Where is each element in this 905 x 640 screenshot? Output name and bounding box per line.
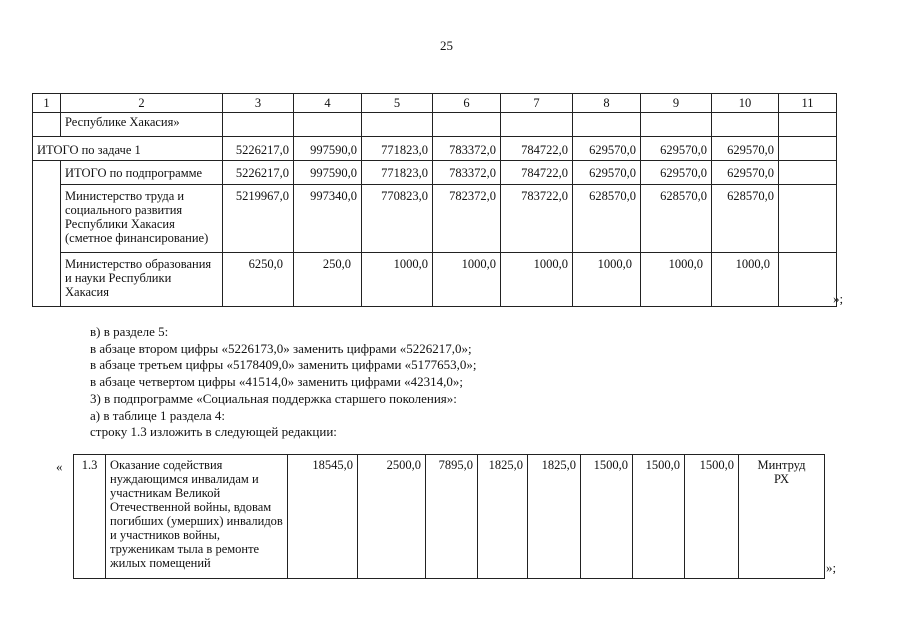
text-line: в абзаце четвертом цифры «41514,0» заменить цифрами «42314,0»; [90, 374, 463, 390]
header-cell: 9 [641, 94, 712, 113]
value-cell: 1000,0 [433, 253, 501, 307]
value-cell: 629570,0 [573, 137, 641, 161]
table-row [33, 185, 837, 253]
page-number: 25 [440, 38, 453, 53]
value-cell: 628570,0 [641, 185, 712, 253]
header-cell: 7 [501, 94, 573, 113]
text-line: а) в таблице 1 раздела 4: [90, 407, 225, 423]
value-cell: 628570,0 [712, 185, 779, 253]
amendment-text [90, 324, 477, 441]
text-line: строку 1.3 изложить в следующей редакции: [90, 424, 337, 440]
value-cell: 771823,0 [362, 137, 433, 161]
header-cell: 6 [433, 94, 501, 113]
value-cell: 5219967,0 [223, 185, 294, 253]
blank-cell [433, 113, 501, 137]
value-cell: 1000,0 [362, 253, 433, 307]
value-cell: 7895,0 [426, 455, 478, 579]
text-line: в абзаце третьем цифры «5178409,0» заменить цифрами «5177653,0»; [90, 357, 477, 373]
value-cell: 1825,0 [478, 455, 528, 579]
closing-quote: »; [826, 560, 837, 575]
value-cell: 1000,0 [573, 253, 641, 307]
value-cell: 629570,0 [712, 161, 779, 185]
table-row [33, 161, 837, 185]
header-cell: 11 [779, 94, 837, 113]
table-row [33, 253, 837, 307]
blank-cell [779, 161, 837, 185]
blank-cell [501, 113, 573, 137]
table-row [33, 113, 837, 137]
row-label: Республике Хакасия» [61, 113, 223, 137]
blank-cell [362, 113, 433, 137]
blank-cell [712, 113, 779, 137]
blank-cell [33, 161, 61, 307]
table-row [74, 455, 825, 579]
value-cell: 18545,0 [288, 455, 358, 579]
header-cell: 10 [712, 94, 779, 113]
row-1-3-table [73, 454, 825, 579]
value-cell: 1500,0 [685, 455, 739, 579]
header-row [33, 94, 837, 113]
value-cell: 1500,0 [581, 455, 633, 579]
value-cell: 5226217,0 [223, 137, 294, 161]
blank-cell [573, 113, 641, 137]
header-cell: 2 [61, 94, 223, 113]
blank-cell [33, 113, 61, 137]
value-cell: 784722,0 [501, 161, 573, 185]
blank-cell [223, 113, 294, 137]
value-cell: 250,0 [294, 253, 362, 307]
table-row [33, 137, 837, 161]
header-cell: 3 [223, 94, 294, 113]
opening-quote: « [56, 459, 63, 474]
value-cell: 783372,0 [433, 161, 501, 185]
value-cell: 783372,0 [433, 137, 501, 161]
blank-cell [779, 185, 837, 253]
value-cell: 628570,0 [573, 185, 641, 253]
row-label: Министерство образования и науки Республики Хакасия [61, 253, 223, 307]
value-cell: 5226217,0 [223, 161, 294, 185]
value-cell: 629570,0 [641, 137, 712, 161]
value-cell: 770823,0 [362, 185, 433, 253]
blank-cell [294, 113, 362, 137]
row-label: ИТОГО по подпрограмме [61, 161, 223, 185]
value-cell: 784722,0 [501, 137, 573, 161]
executor-cell: Минтруд РХ [739, 455, 825, 579]
value-cell: 629570,0 [641, 161, 712, 185]
row-number: 1.3 [74, 455, 106, 579]
value-cell: 1000,0 [712, 253, 779, 307]
value-cell: 997590,0 [294, 161, 362, 185]
blank-cell [779, 253, 837, 307]
value-cell: 997340,0 [294, 185, 362, 253]
value-cell: 997590,0 [294, 137, 362, 161]
value-cell: 1500,0 [633, 455, 685, 579]
row-label: Министерство труда и социального развития Республики Хакасия (сметное финансирование) [61, 185, 223, 253]
value-cell: 1000,0 [641, 253, 712, 307]
header-cell: 4 [294, 94, 362, 113]
header-cell: 1 [33, 94, 61, 113]
value-cell: 771823,0 [362, 161, 433, 185]
blank-cell [641, 113, 712, 137]
row-description: Оказание содействия нуждающимся инвалидам и участникам Великой Отечественной войны, вдовам погибших (умерших) инвалидов и участников войны, труженикам тыла в ремонте жилых помещений [106, 455, 288, 579]
value-cell: 1825,0 [528, 455, 581, 579]
value-cell: 629570,0 [573, 161, 641, 185]
funding-table-continuation [32, 93, 837, 307]
closing-quote: »; [833, 291, 844, 306]
value-cell: 6250,0 [223, 253, 294, 307]
header-cell: 5 [362, 94, 433, 113]
text-line: в абзаце втором цифры «5226173,0» заменить цифрами «5226217,0»; [90, 340, 472, 356]
row-label: ИТОГО по задаче 1 [33, 137, 223, 161]
blank-cell [779, 113, 837, 137]
value-cell: 782372,0 [433, 185, 501, 253]
text-line: 3) в подпрограмме «Социальная поддержка старшего поколения»: [90, 390, 457, 406]
header-cell: 8 [573, 94, 641, 113]
value-cell: 629570,0 [712, 137, 779, 161]
value-cell: 1000,0 [501, 253, 573, 307]
text-line: в) в разделе 5: [90, 324, 169, 339]
value-cell: 783722,0 [501, 185, 573, 253]
value-cell: 2500,0 [358, 455, 426, 579]
blank-cell [779, 137, 837, 161]
